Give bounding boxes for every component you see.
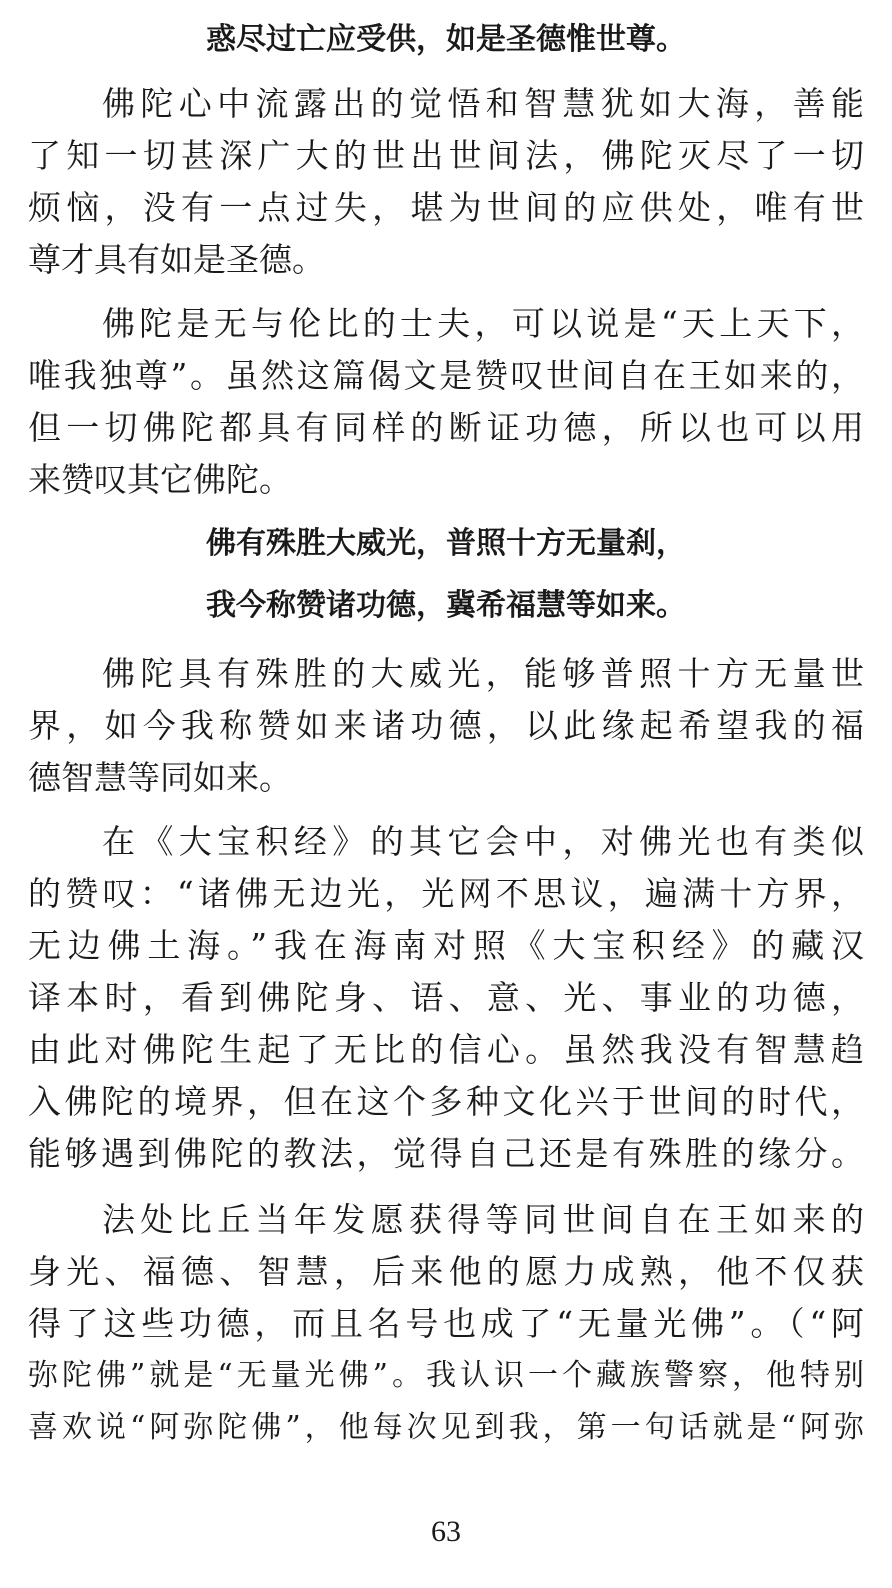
paragraph-line: 无边佛土海。”我在海南对照《大宝积经》的藏汉	[28, 926, 864, 965]
paragraph-line: 喜欢说“阿弥陀佛”，他每次见到我，第一句话就是“阿弥	[28, 1410, 864, 1445]
paragraph-line: 入佛陀的境界，但在这个多种文化兴于世间的时代，	[28, 1082, 864, 1121]
verse-line: 佛有殊胜大威光，普照十方无量刹，	[206, 526, 686, 561]
paragraph-line: 身光、福德、智慧，后来他的愿力成熟，他不仅获	[28, 1252, 864, 1291]
paragraph-line: 译本时，看到佛陀身、语、意、光、事业的功德，	[28, 978, 864, 1017]
paragraph-line: 德智慧等同如来。	[28, 758, 292, 797]
paragraph-line: 尊才具有如是圣德。	[28, 240, 325, 279]
paragraph-line: 能够遇到佛陀的教法，觉得自己还是有殊胜的缘分。	[28, 1134, 864, 1173]
verse-line: 我今称赞诸功德，冀希福慧等如来。	[206, 588, 686, 623]
paragraph-line: 但一切佛陀都具有同样的断证功德，所以也可以用	[28, 408, 864, 447]
page-number: 63	[431, 1515, 461, 1548]
paragraph-line: 得了这些功德，而且名号也成了“无量光佛”。（“阿	[28, 1304, 864, 1343]
paragraph-line: 法处比丘当年发愿获得等同世间自在王如来的	[102, 1200, 864, 1239]
paragraph-line: 界，如今我称赞如来诸功德，以此缘起希望我的福	[28, 706, 864, 745]
paragraph-line: 在《大宝积经》的其它会中，对佛光也有类似	[102, 822, 864, 861]
paragraph-line: 唯我独尊”。虽然这篇偈文是赞叹世间自在王如来的，	[28, 356, 864, 395]
paragraph-line: 来赞叹其它佛陀。	[28, 460, 292, 499]
verse-line: 惑尽过亡应受供，如是圣德惟世尊。	[206, 22, 686, 57]
paragraph-line: 佛陀具有殊胜的大威光，能够普照十方无量世	[102, 654, 864, 693]
paragraph-line: 了知一切甚深广大的世出世间法，佛陀灭尽了一切	[28, 136, 864, 175]
paragraph-line: 佛陀心中流露出的觉悟和智慧犹如大海，善能	[102, 84, 864, 123]
paragraph-line: 的赞叹：“诸佛无边光，光网不思议，遍满十方界，	[28, 874, 864, 913]
paragraph-line: 烦恼，没有一点过失，堪为世间的应供处，唯有世	[28, 188, 864, 227]
paragraph-line: 弥陀佛”就是“无量光佛”。我认识一个藏族警察，他特别	[28, 1358, 864, 1393]
paragraph-line: 佛陀是无与伦比的士夫，可以说是“天上天下，	[102, 304, 864, 343]
paragraph-line: 由此对佛陀生起了无比的信心。虽然我没有智慧趋	[28, 1030, 864, 1069]
